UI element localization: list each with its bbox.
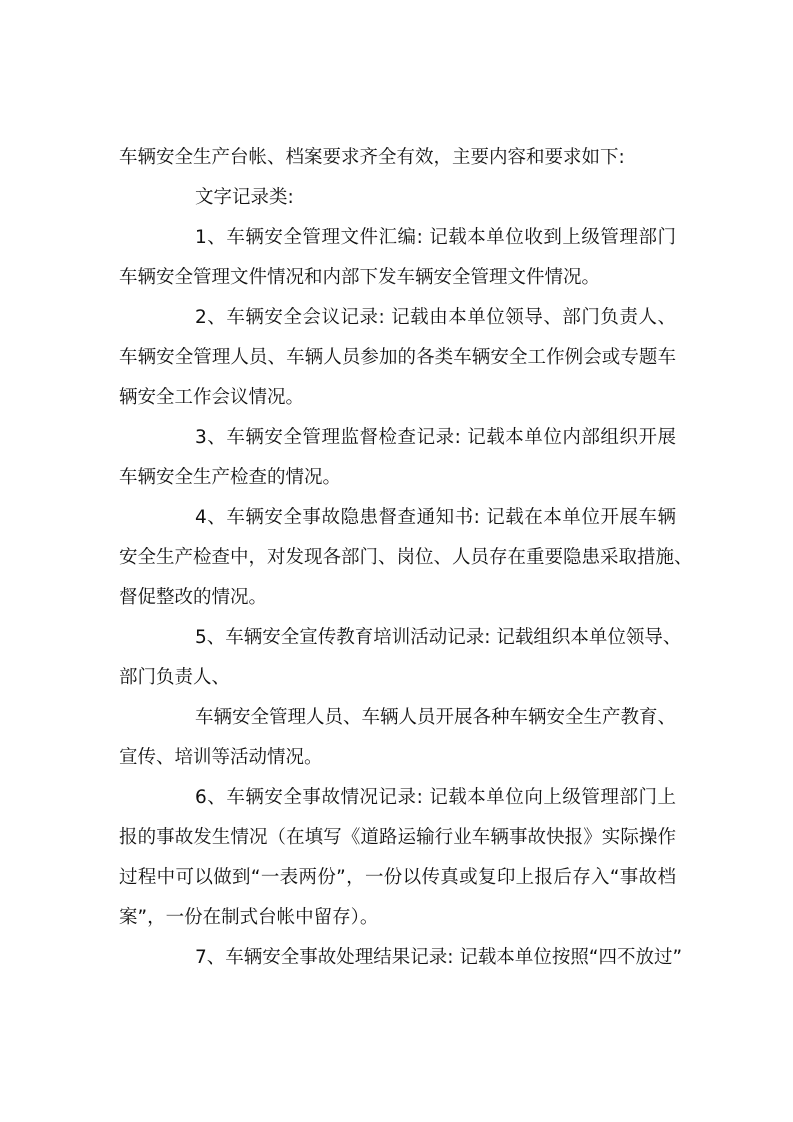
item-6-line-1: 6、车辆安全事故情况记录: 记载本单位向上级管理部门上 — [195, 787, 676, 808]
intro-paragraph-line: 车辆安全生产台帐、档案要求齐全有效，主要内容和要求如下: — [119, 147, 625, 168]
item-4-line-3: 督促整改的情况。 — [119, 587, 268, 608]
section-heading-text-records: 文字记录类: — [195, 187, 294, 208]
item-3-line-2: 车辆安全生产检查的情况。 — [119, 467, 342, 488]
item-3-line-1: 3、车辆安全管理监督检查记录: 记载本单位内部组织开展 — [195, 427, 676, 448]
item-5-line-2: 部门负责人、 — [119, 667, 231, 688]
item-5-line-4: 宣传、培训等活动情况。 — [119, 747, 323, 768]
item-2-line-3: 辆安全工作会议情况。 — [119, 387, 305, 408]
item-6-line-4: 案”，一份在制式台帐中留存）。 — [119, 907, 379, 928]
item-2-line-1: 2、车辆安全会议记录: 记载由本单位领导、部门负责人、 — [195, 307, 676, 328]
item-7-line-1: 7、车辆安全事故处理结果记录: 记载本单位按照“四不放过” — [195, 947, 683, 968]
item-1-line-2: 车辆安全管理文件情况和内部下发车辆安全管理文件情况。 — [119, 267, 601, 288]
item-4-line-1: 4、车辆安全事故隐患督查通知书: 记载在本单位开展车辆 — [195, 507, 676, 528]
document-body — [119, 138, 693, 978]
item-5-line-3: 车辆安全管理人员、车辆人员开展各种车辆安全生产教育、 — [195, 707, 677, 728]
item-4-line-2: 安全生产检查中，对发现各部门、岗位、人员存在重要隐患采取措施、 — [119, 547, 693, 568]
item-6-line-3: 过程中可以做到“一表两份”，一份以传真或复印上报后存入“事故档 — [119, 867, 676, 888]
item-5-line-1: 5、车辆安全宣传教育培训活动记录: 记载组织本单位领导、 — [195, 627, 682, 648]
item-2-line-2: 车辆安全管理人员、车辆人员参加的各类车辆安全工作例会或专题车 — [119, 347, 676, 368]
item-6-line-2: 报的事故发生情况（在填写《道路运输行业车辆事故快报》实际操作 — [119, 827, 676, 848]
item-1-line-1: 1、车辆安全管理文件汇编: 记载本单位收到上级管理部门 — [195, 227, 676, 248]
